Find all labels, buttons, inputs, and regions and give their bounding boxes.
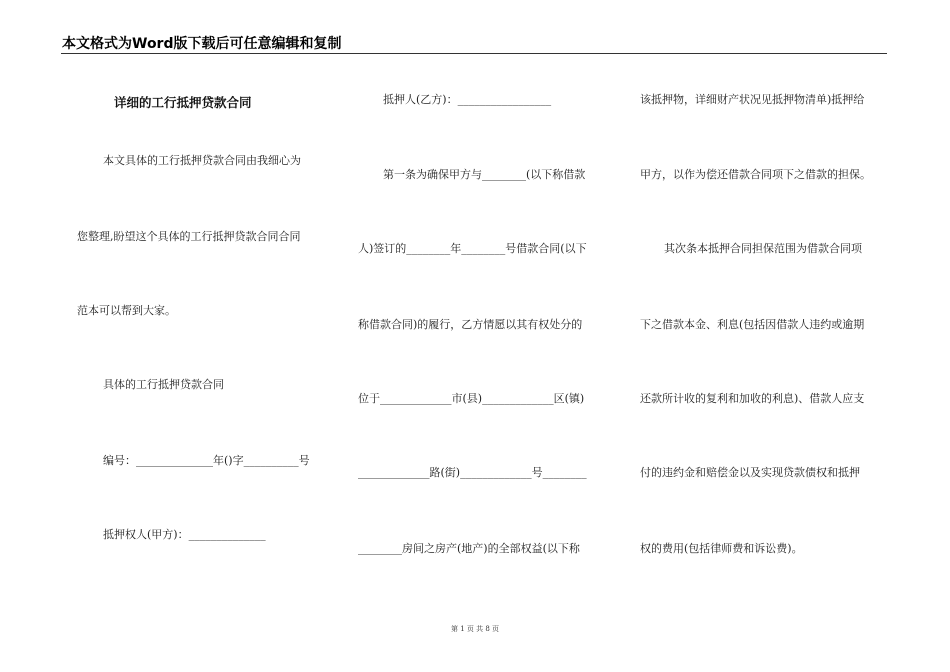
paragraph-line: 甲方，以作为偿还借款合同项下之借款的担保。 (640, 168, 871, 181)
paragraph-line: 还款所计收的复利和加收的利息)、借款人应支 (640, 392, 865, 405)
section-heading: 具体的工行抵押贷款合同 (103, 378, 224, 391)
paragraph-line: _____________路(街)_____________号________ (358, 466, 587, 479)
paragraph-line: 称借款合同)的履行，乙方情愿以其有权处分的 (358, 318, 583, 331)
header-divider (61, 53, 887, 54)
paragraph-line: 第一条为确保甲方与________(以下称借款 (383, 168, 586, 181)
paragraph-line: 付的违约金和赔偿金以及实现贷款债权和抵押 (640, 466, 860, 479)
paragraph-line: 权的费用(包括律师费和诉讼费)。 (640, 542, 803, 555)
paragraph-line: 该抵押物，详细财产状况见抵押物清单)抵押给 (640, 93, 865, 106)
document-title: 详细的工行抵押贷款合同 (114, 95, 252, 110)
paragraph-line: 范本可以帮到大家。 (77, 304, 176, 317)
mortgagee-line: 抵押权人(甲方)：______________ (103, 528, 266, 541)
paragraph-line: 下之借款本金、利息(包括因借款人违约或逾期 (640, 318, 865, 331)
paragraph-line: 位于_____________市(县)_____________区(镇) (358, 392, 585, 405)
paragraph-line: 人)签订的________年________号借款合同(以下 (358, 242, 587, 255)
contract-number-line: 编号：______________年()字__________号 (103, 454, 310, 467)
paragraph-line: ________房间之房产(地产)的全部权益(以下称 (358, 542, 580, 555)
paragraph-line: 其次条本抵押合同担保范围为借款合同项 (664, 242, 862, 255)
paragraph-line: 本文具体的工行抵押贷款合同由我细心为 (103, 154, 301, 167)
document-header-title: 本文格式为Word版下载后可任意编辑和复制 (62, 36, 342, 52)
paragraph-line: 您整理,盼望这个具体的工行抵押贷款合同合同 (77, 230, 301, 243)
mortgagor-line: 抵押人(乙方)：_________________ (383, 93, 552, 106)
page-number-footer: 第 1 页 共 8 页 (450, 625, 500, 633)
